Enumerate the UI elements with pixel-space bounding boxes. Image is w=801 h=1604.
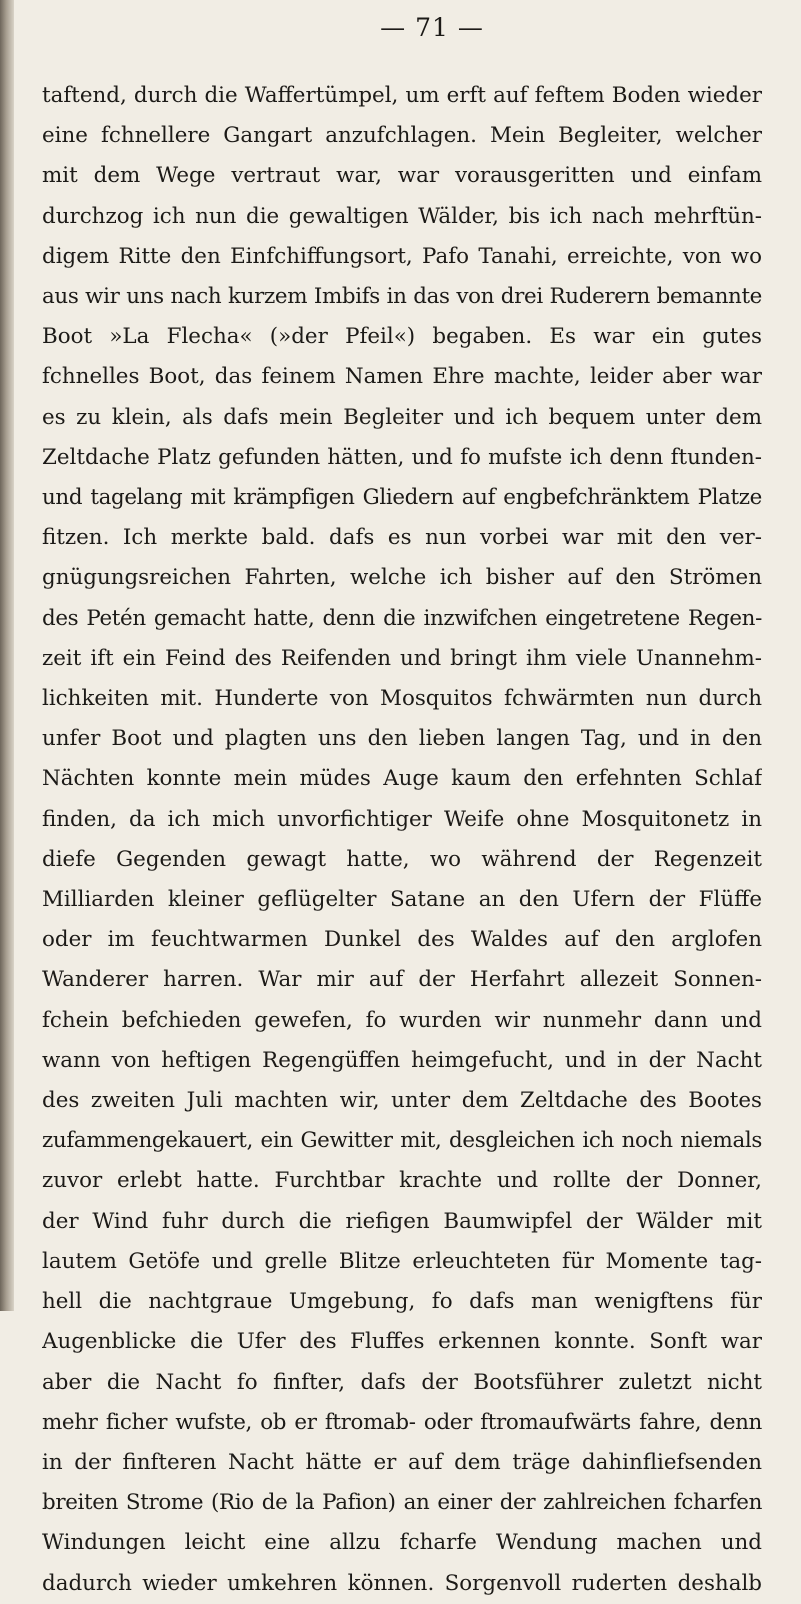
text-line: gnügungsreichen Fahrten, welche ich bisher auf den Strömen	[42, 565, 762, 591]
text-line: eine fchnellere Gangart anzufchlagen. Mein Begleiter, welcher	[42, 123, 762, 149]
text-line: oder im feuchtwarmen Dunkel des Waldes auf den arglofen	[42, 927, 762, 953]
text-line: finden, da ich mich unvorfichtiger Weife ohne Mosquitonetz in	[42, 806, 762, 832]
text-line: in der finfteren Nacht hätte er auf dem träge dahinfliefsenden	[42, 1449, 762, 1475]
text-line: aber die Nacht fo finfter, dafs der Bootsführer zuletzt nicht	[42, 1369, 762, 1395]
text-line: wann von heftigen Regengüffen heimgefucht, und in der Nacht	[42, 1047, 762, 1073]
text-line: Nächten konnte mein müdes Auge kaum den erfehnten Schlaf	[42, 766, 762, 792]
text-line: Augenblicke die Ufer des Fluffes erkennen konnte. Sonft war	[42, 1329, 762, 1355]
text-line: breiten Strome (Rio de la Pafion) an einer der zahlreichen fcharfen	[42, 1490, 762, 1516]
page-number: — 71 —	[380, 13, 484, 42]
text-line: Milliarden kleiner geflügelter Satane an den Ufern der Flüffe	[42, 887, 762, 913]
text-line: taftend, durch die Waffertümpel, um erft auf feftem Boden wieder	[42, 83, 762, 108]
text-line: und tagelang mit krämpfigen Gliedern auf engbefchränktem Platze	[42, 485, 762, 511]
text-line: aus wir uns nach kurzem Imbifs in das von drei Ruderern bemannte	[42, 284, 762, 310]
text-line: unfer Boot und plagten uns den lieben langen Tag, und in den	[42, 726, 762, 752]
text-line: mit dem Wege vertraut war, war vorausgeritten und einfam	[42, 163, 762, 189]
text-line: zeit ift ein Feind des Reifenden und bringt ihm viele Unannehm-	[42, 645, 762, 671]
text-line: Boot »La Flecha« (»der Pfeil«) begaben. Es war ein gutes	[42, 324, 762, 350]
text-line: dadurch wieder umkehren können. Sorgenvoll ruderten deshalb	[42, 1570, 762, 1596]
text-line: des zweiten Juli machten wir, unter dem Zeltdache des Bootes	[42, 1088, 762, 1114]
text-line: lautem Getöfe und grelle Blitze erleuchteten für Momente tag-	[42, 1248, 762, 1274]
text-line: Windungen leicht eine allzu fcharfe Wendung machen und	[42, 1530, 762, 1556]
text-line: es zu klein, als dafs mein Begleiter und ich bequem unter dem	[42, 404, 762, 430]
text-line: des Petén gemacht hatte, denn die inzwifchen eingetretene Regen-	[42, 605, 762, 631]
text-line: lichkeiten mit. Hunderte von Mosquitos fchwärmten nun durch	[42, 686, 762, 712]
text-line: diefe Gegenden gewagt hatte, wo während der Regenzeit	[42, 846, 762, 872]
text-line: zufammengekauert, ein Gewitter mit, desgleichen ich noch niemals	[42, 1128, 762, 1154]
text-line: der Wind fuhr durch die riefigen Baumwipfel der Wälder mit	[42, 1208, 762, 1234]
text-line: Wanderer harren. War mir auf der Herfahrt allezeit Sonnen-	[42, 967, 762, 993]
text-line: Zeltdache Platz gefunden hätten, und fo mufste ich denn ftunden-	[42, 444, 762, 470]
text-line: fchein befchieden gewefen, fo wurden wir nunmehr dann und	[42, 1007, 762, 1033]
book-spine-shadow	[0, 0, 14, 1311]
text-line: fitzen. Ich merkte bald. dafs es nun vorbei war mit den ver-	[42, 525, 762, 551]
text-line: hell die nachtgraue Umgebung, fo dafs man wenigftens für	[42, 1289, 762, 1315]
text-line: digem Ritte den Einfchiffungsort, Pafo Tanahi, erreichte, von wo	[42, 243, 762, 269]
text-line: mehr ficher wufste, ob er ftromab- oder ftromaufwärts fahre, denn	[42, 1409, 762, 1435]
book-page	[42, 8, 762, 1596]
text-line: durchzog ich nun die gewaltigen Wälder, bis ich nach mehrftün-	[42, 203, 762, 229]
text-line: fchnelles Boot, das feinem Namen Ehre machte, leider aber war	[42, 364, 762, 390]
text-line: zuvor erlebt hatte. Furchtbar krachte und rollte der Donner,	[42, 1168, 762, 1194]
body-text	[42, 76, 762, 1604]
